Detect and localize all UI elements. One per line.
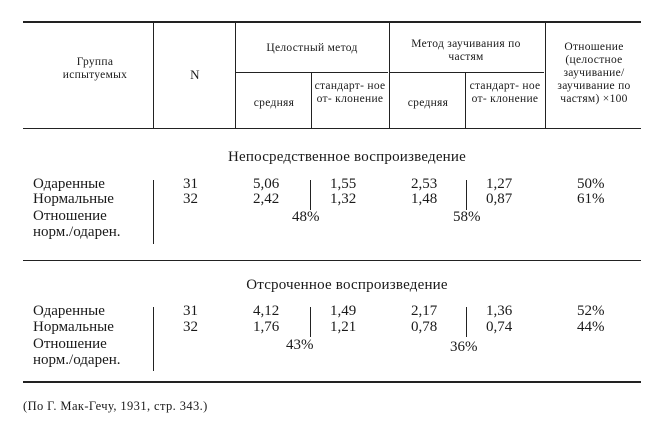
cell-parts-sd: 0,74: [486, 319, 513, 335]
header-col-divider-4: [389, 22, 390, 128]
header-group: Группа испытуемых: [62, 56, 128, 81]
cell-whole-mean: 1,76: [253, 319, 280, 335]
cell-n: 31: [183, 303, 198, 319]
cell-n: 31: [183, 176, 198, 192]
header-parts-method: Метод заучивания по частям: [411, 38, 521, 63]
cell-ratio-parts: 58%: [453, 209, 481, 225]
cell-ratio: 61%: [577, 191, 605, 207]
cell-whole-sd: 1,49: [330, 303, 357, 319]
cell-parts-sd: 1,27: [486, 176, 513, 192]
cell-parts-sd: 0,87: [486, 191, 513, 207]
header-bottom-rule: [23, 128, 641, 129]
section-divider-rule: [23, 260, 641, 261]
header-col-divider-6: [545, 22, 546, 128]
header-parts-sd: стандарт- ное от- клонение: [469, 80, 541, 105]
header-whole-method: Целостный метод: [266, 42, 358, 54]
row-label-normal: Нормальные: [33, 191, 114, 207]
cell-whole-sd: 1,21: [330, 319, 357, 335]
source-note: (По Г. Мак-Гечу, 1931, стр. 343.): [23, 399, 208, 413]
header-whole-mean: средняя: [253, 97, 295, 109]
cell-ratio: 44%: [577, 319, 605, 335]
table-bottom-rule: [23, 381, 641, 383]
cell-parts-mean: 0,78: [411, 319, 438, 335]
header-col-divider-5: [465, 72, 466, 128]
header-col-divider-3: [311, 72, 312, 128]
row-label-ratio: Отношение норм./одарен.: [33, 208, 121, 240]
header-ratio: Отношение (целостное заучивание/ заучивание по частям) ×100: [557, 41, 631, 105]
cell-whole-sd: 1,32: [330, 191, 357, 207]
cell-ratio-whole: 48%: [292, 209, 320, 225]
cell-divider-tick: [310, 180, 311, 210]
cell-ratio-parts: 36%: [450, 339, 478, 355]
cell-whole-sd: 1,55: [330, 176, 357, 192]
header-n: N: [190, 67, 200, 82]
cell-ratio: 52%: [577, 303, 605, 319]
cell-divider-tick: [466, 180, 467, 210]
section-title-immediate: Непосредственное воспроизведение: [228, 149, 466, 165]
cell-divider-tick: [466, 307, 467, 337]
row-label-normal: Нормальные: [33, 319, 114, 335]
row-divider-tick: [153, 307, 154, 371]
cell-ratio-whole: 43%: [286, 337, 314, 353]
header-col-divider-2: [235, 22, 236, 128]
header-mid-rule-whole: [236, 72, 388, 73]
cell-ratio: 50%: [577, 176, 605, 192]
cell-whole-mean: 5,06: [253, 176, 280, 192]
header-whole-sd: стандарт- ное от- клонение: [314, 80, 386, 105]
cell-divider-tick: [310, 307, 311, 337]
row-label-gifted: Одаренные: [33, 303, 105, 319]
table-top-rule: [23, 21, 641, 23]
cell-parts-mean: 2,17: [411, 303, 438, 319]
cell-n: 32: [183, 191, 198, 207]
header-col-divider-1: [153, 22, 154, 128]
row-label-ratio: Отношение норм./одарен.: [33, 336, 121, 368]
row-divider-tick: [153, 180, 154, 244]
cell-parts-mean: 2,53: [411, 176, 438, 192]
header-mid-rule-parts: [390, 72, 544, 73]
section-title-delayed: Отсроченное воспроизведение: [246, 277, 448, 293]
cell-n: 32: [183, 319, 198, 335]
cell-whole-mean: 2,42: [253, 191, 280, 207]
header-parts-mean: средняя: [407, 97, 449, 109]
cell-parts-mean: 1,48: [411, 191, 438, 207]
row-label-gifted: Одаренные: [33, 176, 105, 192]
cell-parts-sd: 1,36: [486, 303, 513, 319]
cell-whole-mean: 4,12: [253, 303, 280, 319]
